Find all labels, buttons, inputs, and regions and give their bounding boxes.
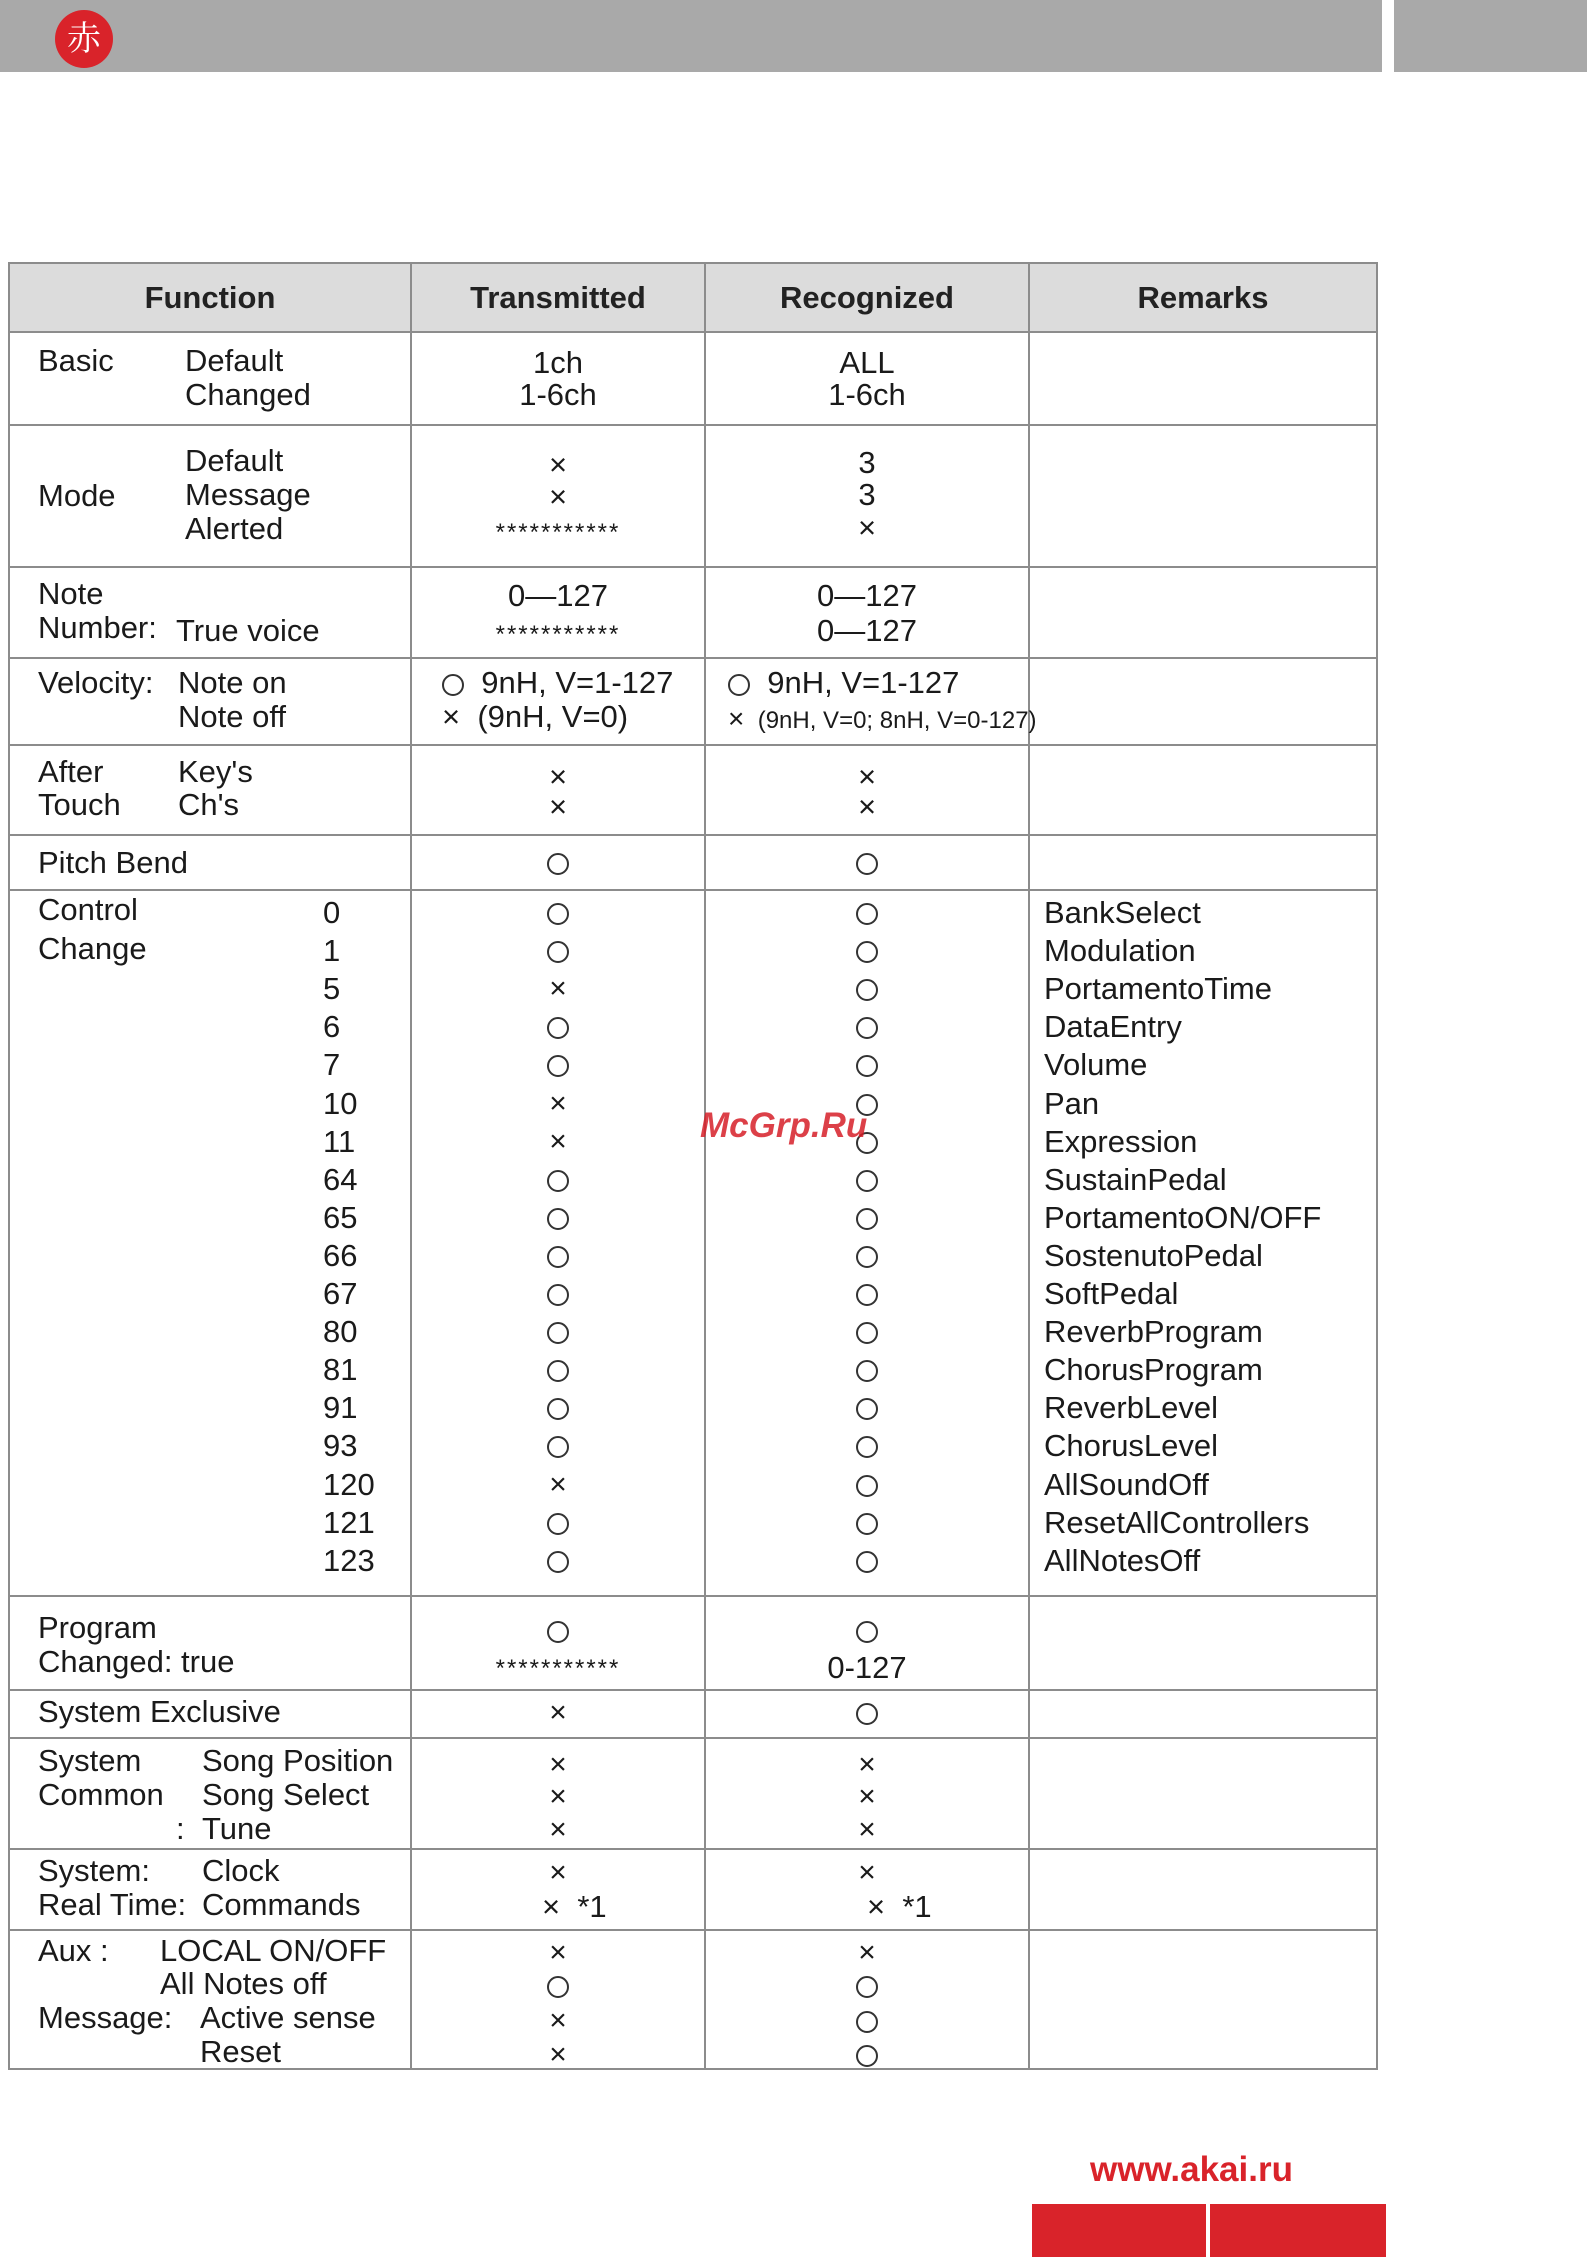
cc-number: 121 [323, 1505, 375, 1540]
change-label: Change [38, 931, 147, 966]
realtime-label: System: [38, 1853, 150, 1888]
common-rx-3: × [858, 1813, 876, 1846]
circle-icon [856, 1436, 878, 1458]
cc-remark: Modulation [1044, 933, 1196, 968]
after-chs: Ch's [178, 787, 240, 822]
circle-icon [856, 1621, 878, 1643]
circle-icon [856, 1246, 878, 1268]
cc-tx [412, 934, 704, 968]
basic-default: Default [185, 343, 284, 378]
cc-rx [706, 972, 1028, 1006]
common-colon: : [176, 1811, 185, 1846]
cc-number: 5 [323, 971, 341, 1006]
cc-rx [706, 1163, 1028, 1197]
aux-tx-2 [412, 1969, 704, 2003]
program-rx-true: 0-127 [827, 1650, 907, 1685]
note-label: Note [38, 576, 104, 611]
cc-rx [706, 1201, 1028, 1235]
realtime-commands: Commands [202, 1887, 361, 1922]
col-transmitted: Transmitted [470, 280, 646, 315]
cc-remark: PortamentoON/OFF [1044, 1200, 1322, 1235]
cc-rx [706, 1048, 1028, 1082]
cc-rx [706, 1353, 1028, 1387]
circle-icon [547, 1170, 569, 1192]
cc-rx [706, 896, 1028, 930]
logo-icon: 赤 [55, 10, 113, 68]
note-tx-range: 0—127 [508, 578, 608, 613]
circle-icon [856, 1398, 878, 1420]
common-label2: Common [38, 1777, 164, 1812]
velocity-note-on: Note on [178, 665, 287, 700]
after-tx-chs: × [548, 789, 568, 824]
cc-number: 64 [323, 1162, 358, 1197]
circle-icon [442, 674, 464, 696]
cc-tx [412, 1506, 704, 1540]
cc-rx [706, 934, 1028, 968]
note-true-voice: True voice [176, 613, 320, 648]
cc-remark: SoftPedal [1044, 1276, 1179, 1311]
cc-remark: ChorusProgram [1044, 1352, 1263, 1387]
after-tx-keys: × [548, 759, 568, 794]
cc-rx [706, 1315, 1028, 1349]
cc-remark: BankSelect [1044, 895, 1201, 930]
aux-rx-4 [706, 2038, 1028, 2072]
circle-icon [856, 1017, 878, 1039]
cc-tx [412, 1277, 704, 1311]
cc-rx [706, 1010, 1028, 1044]
cc-remark: Pan [1044, 1086, 1100, 1121]
cc-tx [412, 1010, 704, 1044]
cc-tx [412, 1239, 704, 1273]
aux-active-sense: Active sense [200, 2000, 376, 2035]
circle-icon [547, 1017, 569, 1039]
common-tx-2: × [549, 1780, 567, 1813]
basic-rx-default: ALL [839, 345, 895, 380]
sysex-tx: × [549, 1696, 567, 1729]
cc-tx [412, 1048, 704, 1082]
sysex-label: System Exclusive [38, 1694, 281, 1729]
cc-rx [706, 1391, 1028, 1425]
cc-remark: SostenutoPedal [1044, 1238, 1263, 1273]
aux-rx-1: × [858, 1936, 876, 1969]
aux-all-notes-off: All Notes off [160, 1966, 327, 2001]
after-rx-chs: × [857, 789, 877, 824]
circle-icon [547, 1621, 569, 1643]
circle-icon [856, 1551, 878, 1573]
mode-label: Mode [38, 478, 116, 513]
common-tune: Tune [202, 1811, 272, 1846]
cc-tx [412, 896, 704, 930]
cc-number: 80 [323, 1314, 358, 1349]
col-function: Function [144, 280, 276, 315]
pitch-rx [706, 846, 1028, 880]
circle-icon [856, 1360, 878, 1382]
circle-icon [856, 853, 878, 875]
footer-url[interactable]: www.akai.ru [1090, 2150, 1293, 2189]
circle-icon [856, 1322, 878, 1344]
circle-icon [856, 1055, 878, 1077]
aux-tx-4: × [549, 2038, 567, 2071]
cc-remark: ReverbLevel [1044, 1390, 1219, 1425]
circle-icon [728, 674, 750, 696]
basic-tx-changed: 1-6ch [519, 377, 597, 412]
cc-number: 81 [323, 1352, 358, 1387]
cc-remark: AllNotesOff [1044, 1543, 1201, 1578]
cross-icon: × [728, 703, 745, 734]
cc-rx [706, 1506, 1028, 1540]
circle-icon [547, 1246, 569, 1268]
realtime-clock: Clock [202, 1853, 280, 1888]
aux-reset: Reset [200, 2034, 281, 2069]
realtime-rx-commands: × *1 [867, 1889, 932, 1924]
basic-changed: Changed [185, 377, 311, 412]
mode-message: Message [185, 477, 311, 512]
mode-rx-default: 3 [858, 445, 876, 480]
circle-icon [856, 1475, 878, 1497]
cc-number: 7 [323, 1047, 341, 1082]
velocity-rx-on: 9nH, V=1-127 [728, 666, 959, 700]
velocity-tx-off: × (9nH, V=0) [442, 699, 629, 734]
velocity-note-off: Note off [178, 699, 287, 734]
col-recognized: Recognized [780, 280, 954, 315]
circle-icon [547, 1284, 569, 1306]
cc-tx [412, 1201, 704, 1235]
note-tx-true: *********** [495, 621, 621, 648]
cc-tx [412, 1353, 704, 1387]
velocity-tx-on: 9nH, V=1-127 [442, 666, 673, 700]
mode-rx-alerted: × [857, 510, 877, 545]
circle-icon [856, 1170, 878, 1192]
cc-tx: × [549, 1087, 567, 1120]
cc-number: 67 [323, 1276, 358, 1311]
cc-remark: AllSoundOff [1044, 1467, 1209, 1502]
sysex-rx [706, 1696, 1028, 1730]
circle-icon [856, 2045, 878, 2067]
circle-icon [856, 1703, 878, 1725]
basic-rx-changed: 1-6ch [828, 377, 906, 412]
realtime-label2: Real Time: [38, 1887, 187, 1922]
aux-rx-3 [706, 2004, 1028, 2038]
cc-remark: DataEntry [1044, 1009, 1182, 1044]
circle-icon [547, 941, 569, 963]
table-header [10, 264, 1376, 333]
cc-tx: × [549, 1125, 567, 1158]
top-bar [0, 0, 1382, 72]
circle-icon [547, 1322, 569, 1344]
cc-tx: × [549, 1468, 567, 1501]
circle-icon [856, 2011, 878, 2033]
cc-number: 11 [323, 1124, 356, 1159]
cc-remark: Expression [1044, 1124, 1198, 1159]
aux-tx-1: × [549, 1936, 567, 1969]
common-song-position: Song Position [202, 1743, 394, 1778]
program-rx [706, 1614, 1028, 1648]
cc-number: 6 [323, 1009, 341, 1044]
realtime-tx-commands: × *1 [542, 1889, 607, 1924]
program-tx-true: *********** [495, 1655, 621, 1682]
circle-icon [856, 1513, 878, 1535]
cc-number: 93 [323, 1428, 358, 1463]
cc-remark: ChorusLevel [1044, 1428, 1219, 1463]
cc-tx: × [549, 972, 567, 1005]
cc-tx [412, 1163, 704, 1197]
cc-remark: Volume [1044, 1047, 1148, 1082]
cc-remark: ReverbProgram [1044, 1314, 1263, 1349]
circle-icon [547, 1551, 569, 1573]
mode-tx-message: × [548, 479, 568, 514]
watermark: McGrp.Ru [700, 1106, 868, 1145]
aux-label: Aux : [38, 1933, 109, 1968]
circle-icon [856, 979, 878, 1001]
cc-rx [706, 1429, 1028, 1463]
note-number-label: Number: [38, 610, 157, 645]
cc-rx [706, 1544, 1028, 1578]
cc-number: 10 [323, 1086, 358, 1121]
footer-bar-2 [1210, 2204, 1386, 2257]
mode-tx-alerted: *********** [495, 519, 621, 546]
circle-icon [547, 1055, 569, 1077]
cc-number: 1 [323, 933, 341, 968]
cc-number: 91 [323, 1390, 358, 1425]
program-tx [412, 1614, 704, 1648]
after-rx-keys: × [857, 759, 877, 794]
cc-number: 65 [323, 1200, 358, 1235]
circle-icon [547, 1436, 569, 1458]
col-remarks: Remarks [1137, 280, 1269, 315]
mode-tx-default: × [548, 447, 568, 482]
mode-default: Default [185, 443, 284, 478]
circle-icon [856, 903, 878, 925]
cc-tx [412, 1391, 704, 1425]
basic-tx-default: 1ch [533, 345, 583, 380]
aux-tx-3: × [549, 2004, 567, 2037]
top-bar-tab [1394, 0, 1587, 72]
after-keys: Key's [178, 754, 253, 789]
common-tx-1: × [549, 1748, 567, 1781]
cc-remark: SustainPedal [1044, 1162, 1227, 1197]
common-tx-3: × [549, 1813, 567, 1846]
pitch-bend-label: Pitch Bend [38, 845, 188, 880]
cc-rx [706, 1277, 1028, 1311]
circle-icon [856, 941, 878, 963]
mode-rx-message: 3 [858, 477, 876, 512]
common-rx-2: × [858, 1780, 876, 1813]
circle-icon [547, 1208, 569, 1230]
touch-label: Touch [38, 787, 121, 822]
circle-icon [547, 1513, 569, 1535]
circle-icon [547, 903, 569, 925]
cc-rx [706, 1468, 1028, 1502]
circle-icon [856, 1208, 878, 1230]
cc-tx [412, 1315, 704, 1349]
common-label: System [38, 1743, 142, 1778]
cc-number: 66 [323, 1238, 358, 1273]
aux-message-label: Message: [38, 2000, 173, 2035]
circle-icon [547, 1398, 569, 1420]
program-changed-label: Changed: true [38, 1644, 235, 1679]
realtime-rx-clock: × [858, 1856, 876, 1889]
cc-number: 120 [323, 1467, 375, 1502]
aux-rx-2 [706, 1969, 1028, 2003]
cc-rx [706, 1239, 1028, 1273]
footer-bar [1032, 2204, 1206, 2257]
mode-alerted: Alerted [185, 511, 284, 546]
velocity-label: Velocity: [38, 665, 154, 700]
circle-icon [856, 1976, 878, 1998]
cc-remark: ResetAllControllers [1044, 1505, 1310, 1540]
velocity-rx-off: × (9nH, V=0; 8nH, V=0-127) [728, 703, 1037, 734]
cc-number: 0 [323, 895, 341, 930]
note-rx-true: 0—127 [817, 613, 917, 648]
common-rx-1: × [858, 1748, 876, 1781]
circle-icon [856, 1284, 878, 1306]
note-rx-range: 0—127 [817, 578, 917, 613]
aux-local: LOCAL ON/OFF [160, 1933, 387, 1968]
pitch-tx [412, 846, 704, 880]
cc-tx [412, 1544, 704, 1578]
realtime-tx-clock: × [549, 1856, 567, 1889]
common-song-select: Song Select [202, 1777, 370, 1812]
basic-label: Basic [38, 343, 114, 378]
circle-icon [547, 1976, 569, 1998]
cc-tx [412, 1429, 704, 1463]
program-label: Program [38, 1610, 157, 1645]
cross-icon: × [442, 699, 461, 734]
cc-number: 123 [323, 1543, 375, 1578]
circle-icon [547, 853, 569, 875]
cc-remark: PortamentoTime [1044, 971, 1272, 1006]
circle-icon [547, 1360, 569, 1382]
midi-implementation-chart [8, 262, 1378, 2070]
after-label: After [38, 754, 104, 789]
control-label: Control [38, 892, 138, 927]
